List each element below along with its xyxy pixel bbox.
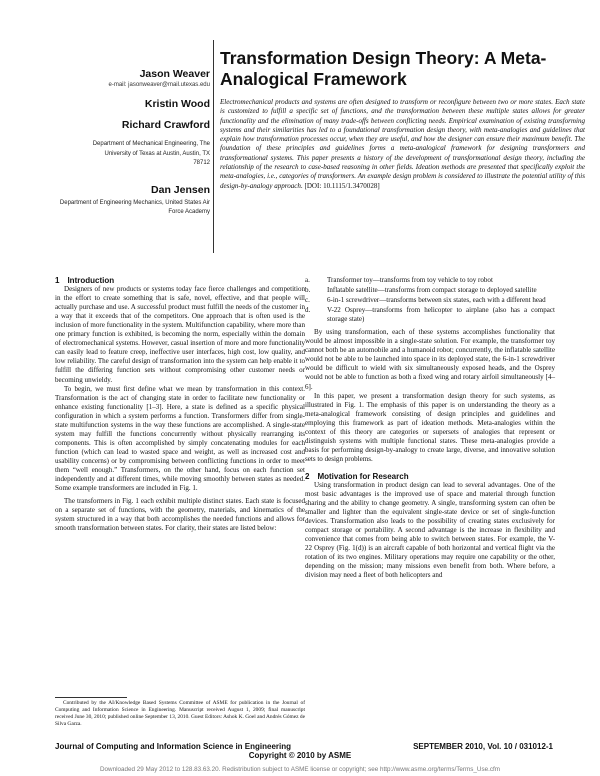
doi[interactable]: [DOI: 10.1115/1.3470028] bbox=[304, 181, 380, 190]
paper-title: Transformation Design Theory: A Meta-Analogical Framework bbox=[220, 48, 547, 89]
issue-info: SEPTEMBER 2010, Vol. 10 / 031012-1 bbox=[413, 742, 553, 751]
section-number: 1 bbox=[55, 276, 60, 285]
list-item bbox=[305, 306, 555, 324]
footnote-rule bbox=[55, 697, 127, 698]
author-name: Kristin Wood bbox=[144, 98, 210, 110]
author-name: Richard Crawford bbox=[121, 119, 210, 131]
section-number: 2 bbox=[305, 471, 310, 481]
transformer-list bbox=[305, 276, 555, 324]
paragraph: To begin, we must first define what we mean by transformation in this context. Transformation is the act of changing state in order to facilitate new functionality or enhance existing functionality [1–3]. Here, a state is defined as a specific physical configuration in which a system performs a function. Transformers differ from single-state multifunction systems in the way these functions are accomplished. A single-state system may fulfill the functions concurrently without physically rearranging its components. This is often accomplished by simply concatenating modules for each function (which can lead to wasted space and weight, as well as increased cost and usability concerns) or by compromising between conflicting functions in order to meet them “well enough.” Transformers, on the other hand, focus on each function set independently and at different times, while moving smoothly between states as needed. Some example transformers are included in Fig. 1. bbox=[55, 384, 305, 493]
section-title: Motivation for Research bbox=[317, 471, 409, 481]
section-heading bbox=[55, 276, 305, 285]
abstract bbox=[220, 98, 585, 191]
abstract-text: Electromechanical products and systems are often designed to transform or reconfigure between two or more states. Each state is customized to fulfill a specific set of functions, and the transformation between these multiple states allows for greater functionality and the elimination of many trade-offs between conflicting needs. Empirical examination of existing transforming systems and their similarities has led to a foundational transformation design theory, with meta-analogies and guidelines that explain how transformation processes occur, when they are useful, and how the designer can ensure their maximum benefit. The foundation of these principles and guidelines forms a meta-analogical framework for designing transformers and transformational systems. This paper presents a history of the development of transformational design theory, including the relationship of the research to case-based reasoning in other fields. Ideation methods are presented that specifically exploit the meta-analogies, i.e., categories of transformers. An example design problem is considered to illustrate the potential utility of this design-by-analogy approach. bbox=[220, 98, 585, 190]
footnote: Contributed by the AI/Knowledge Based Systems Committee of ASME for publication in the Journal of Computing and Information Science in Engineering. Manuscript received August 1, 2009; final manuscript received June 30, 2010; published online September 13, 2010. Guest Editors: Ashok K. Goel and Andrés Gómez de Silva Garza. bbox=[55, 700, 305, 728]
paragraph: Using transformation in product design can lead to several advantages. One of the most basic advantages is the improved use of space and material through function sharing and the ability to change geometry. A single, transforming system can often be smaller and lighter than the equivalent single-state device or set of single-function devices. Transformation also leads to the possibility of creating states exclusively for compact storage or portability. A second advantage is the increase in flexibility and convenience that comes from being able to switch between states. For example, the V-22 Osprey (Fig. 1(d)) is an aircraft capable of both horizontal and vertical flight via the rotation of its two engines. Military operations may require one capability or the other, depending on the mission; many missions even benefit from both. Where before, a division may need a fleet of both helicopters and bbox=[305, 480, 555, 580]
author-block bbox=[20, 68, 210, 218]
list-item bbox=[305, 296, 555, 305]
paragraph: The transformers in Fig. 1 each exhibit multiple distinct states. Each state is focused on a separate set of functions, with the geometry, materials, and kinematics of the system structured in a way that both accomplishes the needed functions and allows for smooth transformation between states. For clarity, their states are listed below: bbox=[55, 497, 305, 533]
list-label: d. bbox=[305, 306, 311, 315]
author-affiliation: Department of Mechanical Engineering, The University of Texas at Austin, Austin, TX 78712 bbox=[92, 141, 210, 166]
list-text: V-22 Osprey—transforms from helicopter to airplane (also has a compact storage state) bbox=[327, 306, 555, 324]
author-name: Jason Weaver bbox=[139, 68, 210, 80]
section-heading bbox=[305, 472, 555, 481]
copyright: Copyright © 2010 by ASME bbox=[248, 751, 352, 760]
header-divider bbox=[213, 40, 214, 253]
left-column bbox=[55, 276, 305, 533]
list-label: a. bbox=[305, 276, 310, 284]
section-title: Introduction bbox=[67, 276, 115, 285]
journal-name: Journal of Computing and Information Science in Engineering bbox=[55, 742, 292, 751]
list-item bbox=[305, 286, 555, 295]
list-text: Transformer toy—transforms from toy vehicle to toy robot bbox=[327, 276, 493, 284]
author-affiliation: Department of Engineering Mechanics, United States Air Force Academy bbox=[59, 199, 210, 215]
download-notice: Downloaded 29 May 2012 to 128.83.63.20. Redistribution subject to ASME license or copyright; see http://www.asme.org/terms/Terms_Use.cfm bbox=[99, 766, 501, 773]
list-label: b. bbox=[305, 286, 311, 295]
paragraph: In this paper, we present a transformation design theory for such systems, as illustrated in Fig. 1. The emphasis of this paper is on understanding the theory as a meta-analogical framework consisting of design principles and guidelines and employing this framework as part of ideation methods. Meta-analogies within the context of this theory are categories or supersets of analogies that represent or distinguish systems with multiple functional states. These meta-analogies provide a basis for performing design-by-analogy to create large, diverse, and innovative solution sets to design problems. bbox=[305, 391, 555, 463]
right-column bbox=[305, 276, 555, 581]
author-name: Dan Jensen bbox=[151, 183, 210, 196]
paragraph: Designers of new products or systems today face fierce challenges and competition in the effort to create something that is safe, novel, effective, and that people will actually purchase and use. A successful product must fulfill the needs of the customer in a way that it exceeds that of the competitors. One approach that is often used is the inclusion of more functionality in the system. Multifunction capability, where more than one primary function is exhibited, is becoming the norm, especially within the domain of electromechanical systems. However, casual insertion of more and more functionality can easily lead to feature creep, ineffective user interfaces, high cost, low quality, and low reliability. The careful design of transformation into the system can help enable it to fulfill the differing function sets without compromising other customer needs or becoming unwieldy. bbox=[55, 285, 305, 384]
paragraph: By using transformation, each of these systems accomplishes functionality that would be almost impossible in a single-state solution. For example, the transformer toy cannot both be an automobile and a humanoid robot; concurrently, the inflatable satellite would not be able to be launched into space in its deployed state, the 6-in-1 screwdriver would be difficult to wield with six simultaneously exposed heads, and the Osprey would not be able to function as both a fixed wing and rotary airfoil simultaneously [4–6]. bbox=[305, 328, 555, 391]
author-email[interactable]: e-mail: jasonweaver@mail.utexas.edu bbox=[108, 82, 210, 88]
list-label: c. bbox=[305, 296, 310, 305]
list-item bbox=[305, 276, 555, 285]
list-text: Inflatable satellite—transforms from compact storage to deployed satellite bbox=[327, 286, 537, 295]
list-text: 6-in-1 screwdriver—transforms between six states, each with a different head bbox=[327, 296, 546, 305]
